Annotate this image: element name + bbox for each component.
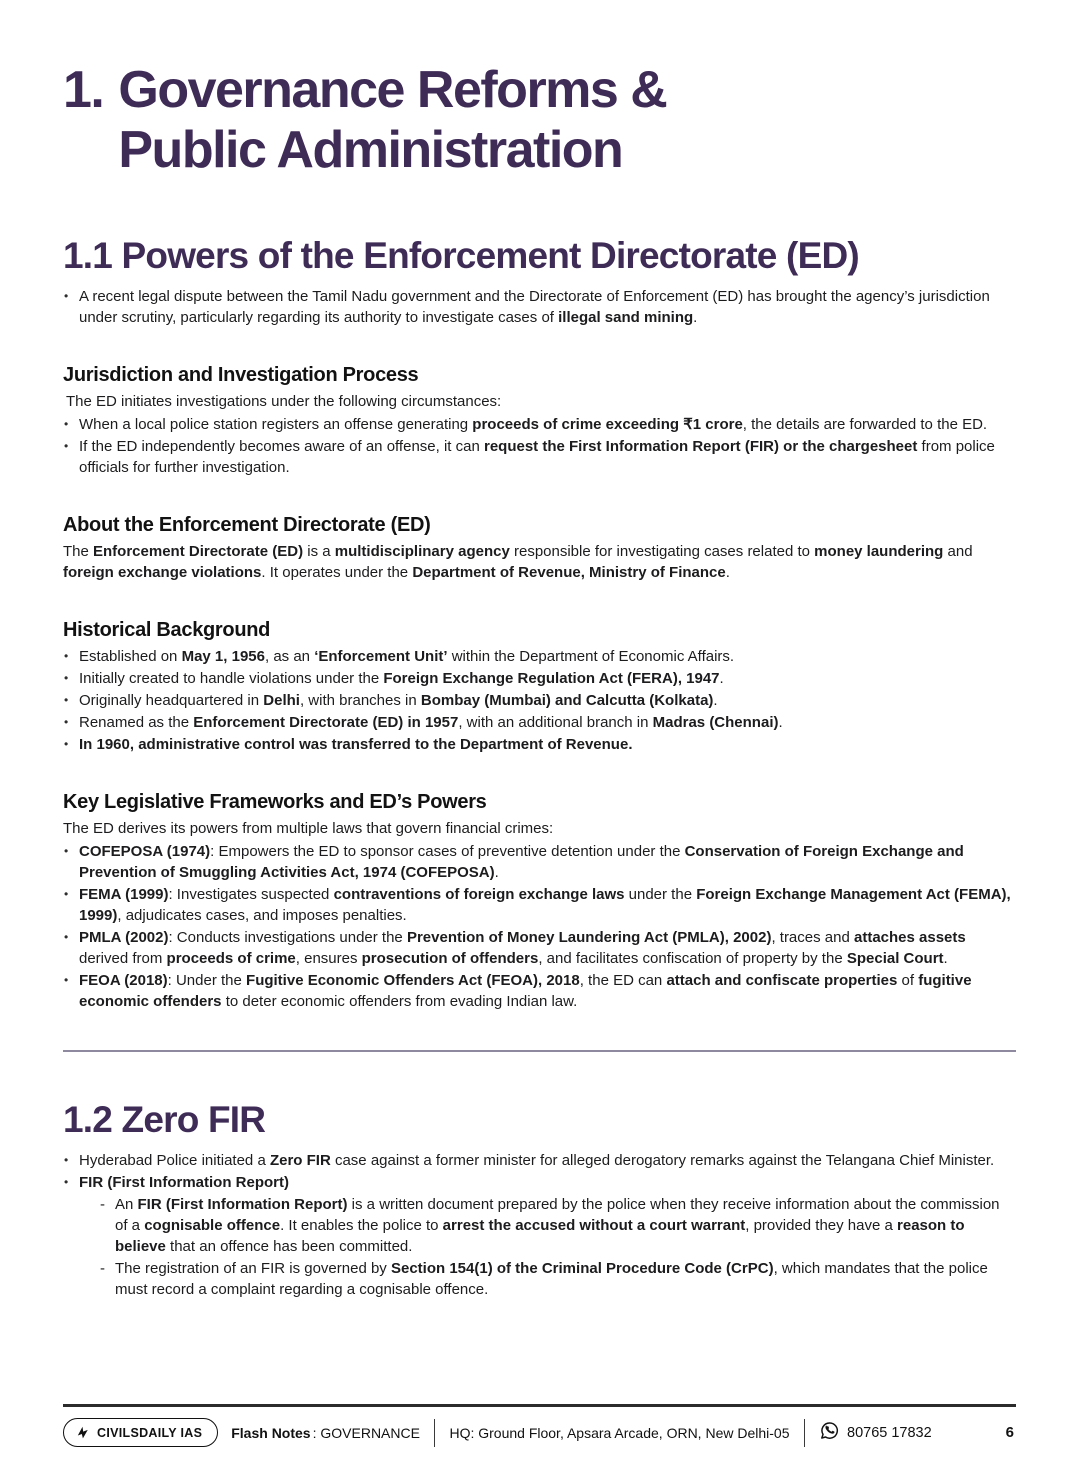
jurisdiction-lead: The ED initiates investigations under the following circumstances:: [66, 393, 502, 410]
bullet-item: • A recent legal dispute between the Tamil Nadu government and the Directorate of Enforcement (ED) has brought the agency’s jurisdiction under scrutiny, particularly regarding its authority to investigate cases of illegal sand mining.: [63, 286, 1016, 328]
chapter-title-line2: Public Administration: [118, 121, 623, 179]
subheading-jurisdiction: Jurisdiction and Investigation Process: [63, 364, 419, 386]
section-1-2-zero-fir: [63, 1098, 1016, 1300]
civilsdaily-logo-icon: [75, 1425, 90, 1440]
bullet-item: • FEMA (1999): Investigates suspected contraventions of foreign exchange laws under the Foreign Exchange Management Act (FEMA), 1999), adjudicates cases, and imposes penalties.: [63, 884, 1016, 926]
section-1-1-intro-list: [63, 286, 1016, 328]
page-content: [63, 0, 1016, 1300]
fir-sub-list: [79, 1194, 1016, 1300]
brand-name: CIVILSDAILY IAS: [97, 1425, 203, 1440]
flash-notes-bold: Flash Notes: [231, 1424, 311, 1441]
bullet-item: • Initially created to handle violations under the Foreign Exchange Regulation Act (FERA), 1947.: [63, 668, 1016, 689]
subheading-about-ed: About the Enforcement Directorate (ED): [63, 514, 431, 536]
bullet-item: • FEOA (2018): Under the Fugitive Economic Offenders Act (FEOA), 2018, the ED can attach and confiscate properties of fugitive economic offenders to deter economic offenders from evading Indian law.: [63, 970, 1016, 1012]
bullet-item: • Renamed as the Enforcement Directorate (ED) in 1957, with an additional branch in Madras (Chennai).: [63, 712, 1016, 733]
bullet-item: • Originally headquartered in Delhi, with branches in Bombay (Mumbai) and Calcutta (Kolkata).: [63, 690, 1016, 711]
subheading-historical-background: Historical Background: [63, 619, 271, 641]
chapter-number: 1.: [63, 61, 104, 119]
hq-address: HQ: Ground Floor, Apsara Arcade, ORN, New Delhi-05: [449, 1424, 790, 1441]
legal-list: [63, 841, 1016, 1012]
section-divider: [63, 1050, 1016, 1052]
footer-separator: [804, 1419, 806, 1447]
bullet-item: • COFEPOSA (1974): Empowers the ED to sponsor cases of preventive detention under the Conservation of Foreign Exchange and Prevention of Smuggling Activities Act, 1974 (COFEPOSA).: [63, 841, 1016, 883]
chapter-title-line1: Governance Reforms &: [118, 61, 667, 119]
bullet-item: • In 1960, administrative control was transferred to the Department of Revenue.: [63, 734, 1016, 755]
bullet-item: • PMLA (2002): Conducts investigations under the Prevention of Money Laundering Act (PMLA), 2002), traces and attaches assets derived from proceeds of crime, ensures prosecution of offenders, and facilitates confiscation of property by the Special Court.: [63, 927, 1016, 969]
page-number: 6: [1005, 1424, 1014, 1441]
sub-bullet-item: - The registration of an FIR is governed by Section 154(1) of the Criminal Procedure Code (CrPC), which mandates that the police must record a complaint regarding a cognisable offence.: [79, 1258, 1016, 1300]
bullet-item: [63, 1172, 1016, 1300]
flash-notes-rest: : GOVERNANCE: [312, 1424, 420, 1441]
whatsapp-icon: [819, 1420, 840, 1445]
flash-notes-label: [231, 1425, 420, 1441]
page-footer: [63, 1404, 1016, 1447]
section-1-1-heading: 1.1 Powers of the Enforcement Directorate (ED): [63, 235, 859, 276]
subheading-key-legislative: Key Legislative Frameworks and ED’s Powers: [63, 791, 487, 813]
bullet-item: • Established on May 1, 1956, as an ‘Enforcement Unit’ within the Department of Economic Affairs.: [63, 646, 1016, 667]
bullet-item: • Hyderabad Police initiated a Zero FIR case against a former minister for alleged derogatory remarks against the Telangana Chief Minister.: [63, 1150, 1016, 1171]
legal-lead: The ED derives its powers from multiple laws that govern financial crimes:: [63, 820, 554, 837]
civilsdaily-brand-badge: [63, 1418, 218, 1447]
chapter-title: [118, 60, 666, 180]
bullet-item: • If the ED independently becomes aware of an offense, it can request the First Information Report (FIR) or the chargesheet from police officials for further investigation.: [63, 436, 1016, 478]
phone-contact: [819, 1420, 932, 1445]
jurisdiction-list: [63, 414, 1016, 478]
footer-rule: [63, 1404, 1016, 1407]
chapter-heading: [63, 60, 1016, 180]
bullet-text: FIR (First Information Report): [79, 1174, 289, 1191]
history-list: [63, 646, 1016, 755]
section-1-2-heading: 1.2 Zero FIR: [63, 1099, 266, 1140]
zero-fir-list: [63, 1150, 1016, 1300]
phone-number: 80765 17832: [847, 1424, 932, 1441]
footer-separator: [434, 1419, 436, 1447]
bullet-item: • When a local police station registers an offense generating proceeds of crime exceeding ₹1 crore, the details are forwarded to the ED.: [63, 414, 1016, 435]
section-1-1-powers-of-ed: [63, 234, 1016, 1012]
footer-row: [63, 1418, 1016, 1447]
about-ed-paragraph: The Enforcement Directorate (ED) is a multidisciplinary agency responsible for investigating cases related to money laundering and foreign exchange violations. It operates under the Department of Revenue, Ministry of Finance.: [63, 543, 973, 581]
sub-bullet-item: - An FIR (First Information Report) is a written document prepared by the police when they receive information about the commission of a cognisable offence. It enables the police to arrest the accused without a court warrant, provided they have a reason to believe that an offence has been committed.: [79, 1194, 1016, 1257]
